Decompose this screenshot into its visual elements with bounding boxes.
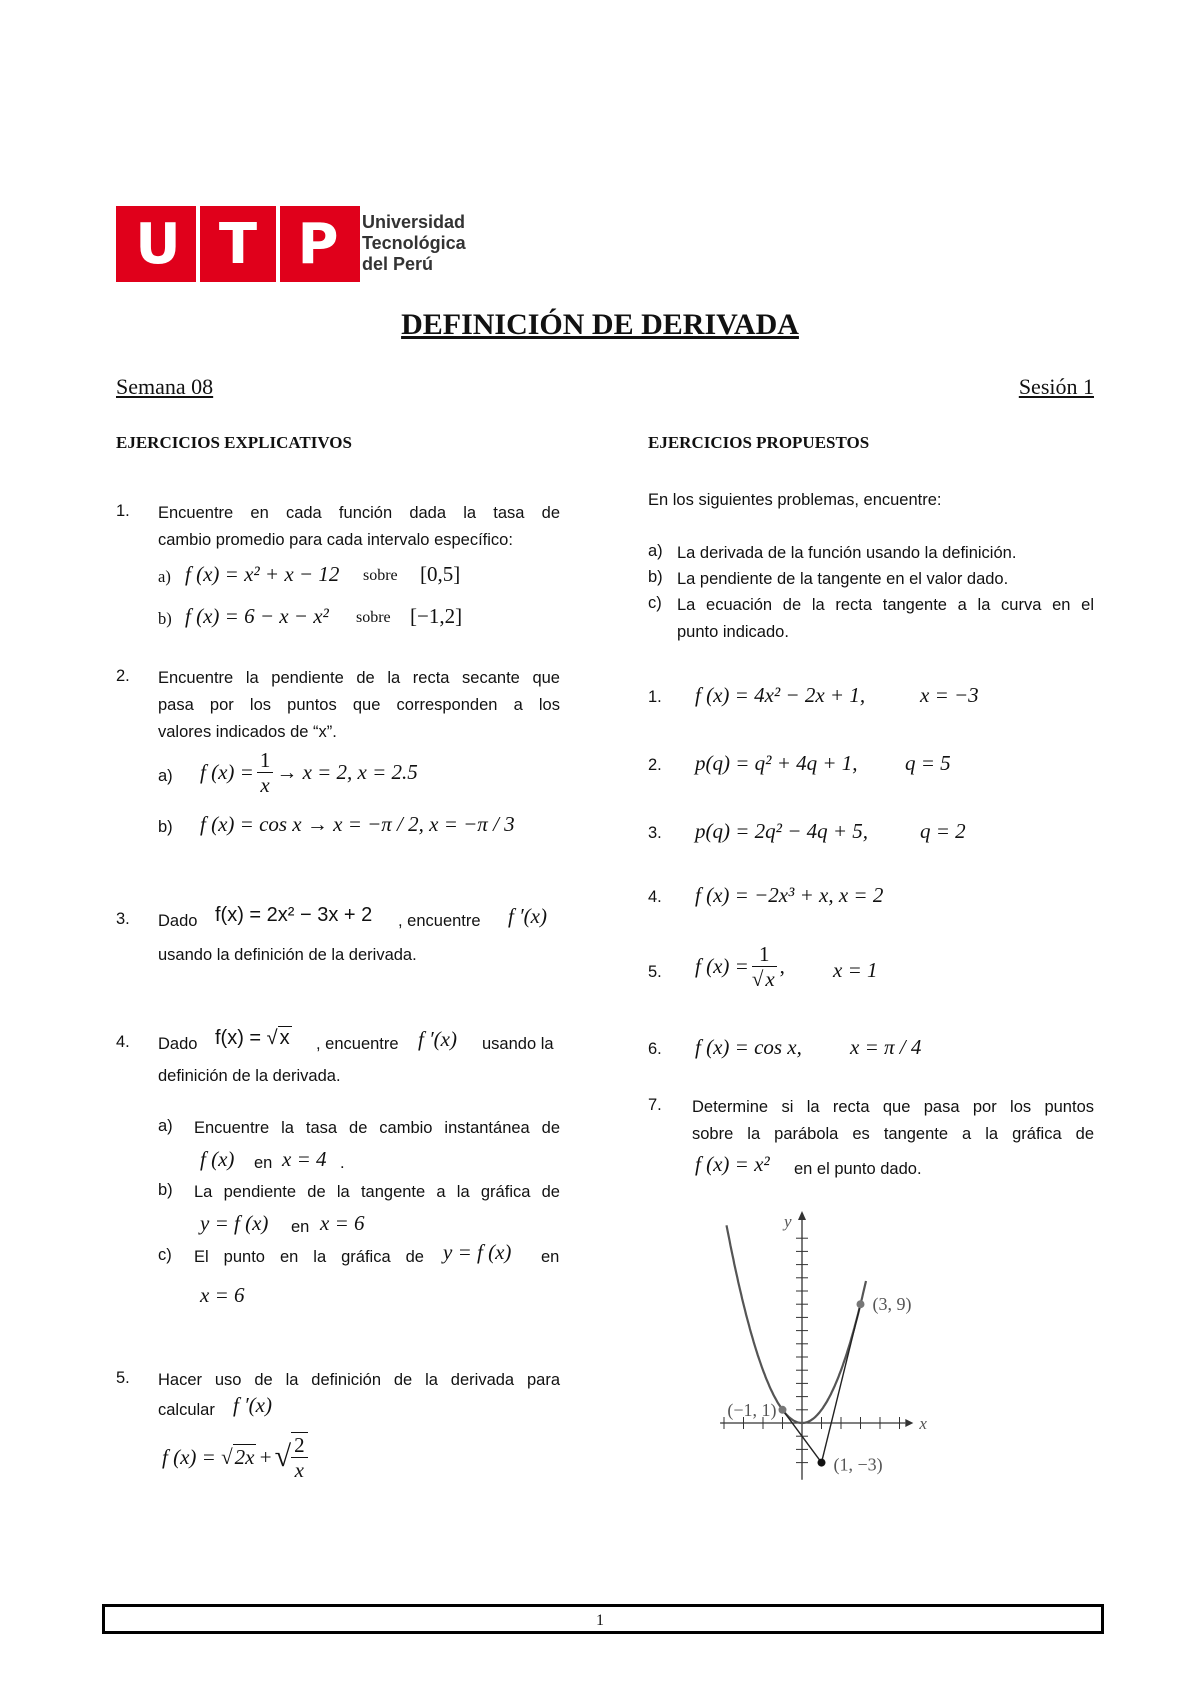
task-c-label: c): [648, 594, 662, 612]
point-label-neg1-1: (−1, 1): [727, 1399, 777, 1420]
exercise-4-number: 4.: [116, 1033, 130, 1051]
exercise-4b-text: La pendiente de la tangente a la gráfica de: [194, 1183, 560, 1201]
exercise-2a-rhs: → x = 2, x = 2.5: [276, 760, 418, 784]
problem-3-function: p(q) = 2q² − 4q + 5,: [695, 819, 869, 843]
problem-6-function: f (x) = cos x,: [695, 1035, 802, 1059]
problem-7-function: f (x) = x²: [695, 1152, 770, 1176]
logo-letter-p: P: [297, 212, 339, 277]
exercise-1a-function: f (x) = x² + x − 12: [185, 562, 340, 586]
problem-5-fraction: [752, 942, 777, 991]
task-a-text: La derivada de la función usando la definición.: [677, 544, 1017, 562]
problem-7-text-rest: en el punto dado.: [794, 1160, 922, 1178]
session-label: Sesión 1: [1018, 374, 1094, 399]
problem-5-number: 5.: [648, 963, 662, 981]
exercise-1b-sobre: sobre: [356, 609, 391, 626]
exercise-2b-label: b): [158, 818, 173, 836]
exercise-5-calcular: calcular: [158, 1401, 215, 1419]
point-marker: [818, 1459, 826, 1467]
problem-5-value: x = 1: [833, 958, 878, 982]
parabola-curve: [727, 1225, 867, 1423]
logo-box-p: [276, 206, 360, 282]
logo-box-t: [196, 206, 280, 282]
exercise-4b-label: b): [158, 1181, 173, 1199]
logo-name-line3: del Perú: [362, 254, 434, 274]
exercise-4c-function: y = f (x): [443, 1240, 512, 1264]
fraction-denominator: x: [294, 1458, 304, 1482]
problem-7-text-line1: Determine si la recta que pasa por los puntos: [692, 1098, 1094, 1116]
problem-5-function: f (x) = $\frac{1}{√x}$ ,: [695, 942, 785, 991]
problem-2-number: 2.: [648, 756, 662, 774]
y-axis-label: y: [784, 1212, 792, 1231]
exercise-4a-label: a): [158, 1117, 173, 1135]
point-label-1-neg3: (1, −3): [833, 1454, 883, 1475]
page-title: DEFINICIÓN DE DERIVADA: [401, 308, 799, 341]
exercise-1a-label: a): [158, 567, 171, 586]
exercise-4a-value: x = 4: [282, 1147, 327, 1171]
exercise-1a-interval: [0,5]: [420, 562, 461, 586]
task-b-text: La pendiente de la tangente en el valor dado.: [677, 570, 1009, 588]
problem-2-value: q = 5: [905, 751, 951, 775]
exercise-4a-en: en: [254, 1154, 273, 1172]
problem-1-number: 1.: [648, 688, 662, 706]
page-number: 1: [596, 1612, 604, 1629]
logo-name: [362, 212, 466, 275]
parabola-graph: [700, 1196, 940, 1516]
exercise-4a-period: .: [340, 1154, 345, 1172]
logo-letter-u: U: [135, 212, 181, 277]
problem-5-lhs: f (x) =: [695, 954, 749, 978]
exercise-2-number: 2.: [116, 667, 130, 685]
exercise-5-radicand: 2x: [234, 1445, 255, 1469]
logo-name-line2: Tecnológica: [362, 233, 466, 253]
exercise-1-text-line1: Encuentre en cada función dada la tasa de: [158, 504, 560, 522]
exercise-4b-function: y = f (x): [200, 1211, 269, 1235]
secant-line-right: [822, 1304, 861, 1462]
problem-1-function: f (x) = 4x² − 2x + 1,: [695, 683, 866, 707]
problem-2-function: p(q) = q² + 4q + 1,: [695, 751, 858, 775]
task-a-label: a): [648, 542, 663, 560]
exercise-5-text-line1: Hacer uso de la definición de la derivada para: [158, 1371, 560, 1389]
exercise-2a-function: [200, 748, 418, 797]
exercise-4c-text: El punto en la gráfica de: [194, 1248, 424, 1266]
exercise-1b-label: b): [158, 609, 172, 628]
exercise-3-fprime: f ′(x): [508, 904, 547, 928]
x-axis-arrow: [905, 1419, 913, 1427]
fraction-numerator: 1: [257, 748, 274, 773]
exercise-1b-interval: [−1,2]: [410, 604, 463, 628]
exercise-2a-lhs: f (x) =: [200, 760, 254, 784]
exercise-4-function-lhs: f(x) = √: [215, 1027, 278, 1049]
exercise-4c-en: en: [541, 1248, 560, 1266]
problem-4-function: f (x) = −2x³ + x, x = 2: [695, 883, 884, 907]
exercise-5-plus: +: [258, 1444, 273, 1469]
left-section-heading: EJERCICIOS EXPLICATIVOS: [116, 433, 352, 452]
exercise-1b-function: f (x) = 6 − x − x²: [185, 604, 329, 628]
problem-7-number: 7.: [648, 1096, 662, 1114]
exercise-1a-sobre: sobre: [363, 567, 398, 584]
exercise-2-text-line2: pasa por los puntos que corresponden a los: [158, 696, 560, 714]
exercise-4b-en: en: [291, 1218, 310, 1236]
exercise-4-usando: usando la: [482, 1035, 554, 1053]
point-label-3-9: (3, 9): [872, 1294, 912, 1315]
denominator-radicand: x: [765, 967, 775, 991]
exercise-4c-value: x = 6: [200, 1283, 245, 1307]
exercise-4-encuentre: , encuentre: [316, 1035, 399, 1053]
logo-name-line1: Universidad: [362, 212, 466, 232]
problem-4-number: 4.: [648, 888, 662, 906]
y-axis-arrow: [798, 1211, 806, 1220]
exercise-5-lhs: f (x) = √: [162, 1444, 233, 1469]
utp-logo: [116, 206, 476, 282]
exercise-2-text-line1: Encuentre la pendiente de la recta secante que: [158, 669, 560, 687]
fraction-denominator: x: [260, 773, 270, 797]
exercise-2b-function: f (x) = cos x → x = −π / 2, x = −π / 3: [200, 812, 515, 836]
exercise-4a-text: Encuentre la tasa de cambio instantánea de: [194, 1119, 560, 1137]
exercise-5-fprime: f ′(x): [233, 1393, 272, 1417]
task-b-label: b): [648, 568, 663, 586]
exercise-2a-fraction: [257, 748, 274, 797]
task-c-text: La ecuación de la recta tangente a la curva en el: [677, 596, 1094, 614]
exercise-4b-value: x = 6: [320, 1211, 365, 1235]
exercise-4-text-line2: definición de la derivada.: [158, 1067, 341, 1085]
point-marker: [779, 1406, 787, 1414]
exercise-2-text-line3: valores indicados de “x”.: [158, 723, 337, 741]
week-label: Semana 08: [116, 374, 214, 399]
exercise-4-fprime: f ′(x): [418, 1027, 457, 1051]
logo-box-u: [116, 206, 200, 282]
problem-3-value: q = 2: [920, 819, 966, 843]
problem-3-number: 3.: [648, 824, 662, 842]
x-axis-label: x: [919, 1414, 927, 1433]
right-intro: En los siguientes problemas, encuentre:: [648, 491, 942, 509]
exercise-3-encuentre: , encuentre: [398, 912, 481, 930]
problem-7-text-line2: sobre la parábola es tangente a la gráfica de: [692, 1125, 1094, 1143]
problem-6-number: 6.: [648, 1040, 662, 1058]
exercise-1-number: 1.: [116, 502, 130, 520]
right-section-heading: EJERCICIOS PROPUESTOS: [648, 433, 870, 452]
sqrt-sign: √: [274, 1440, 292, 1473]
problem-6-value: x = π / 4: [850, 1035, 922, 1059]
exercise-4-radicand: x: [279, 1027, 290, 1049]
exercise-3-function: f(x) = 2x² − 3x + 2: [215, 904, 373, 926]
exercise-3-dado: Dado: [158, 912, 198, 930]
fraction-numerator: 2: [291, 1433, 308, 1458]
problem-1-value: x = −3: [920, 683, 979, 707]
point-marker: [857, 1300, 865, 1308]
exercise-3-number: 3.: [116, 910, 130, 928]
logo-letter-t: T: [218, 212, 258, 277]
exercise-1-text-line2: cambio promedio para cada intervalo específico:: [158, 531, 513, 549]
exercise-4a-function: f (x): [200, 1147, 235, 1171]
exercise-4c-label: c): [158, 1246, 172, 1264]
fraction-denominator: √x: [751, 967, 775, 991]
exercise-5-number: 5.: [116, 1369, 130, 1387]
exercise-3-text-line2: usando la definición de la derivada.: [158, 946, 417, 964]
exercise-2a-label: a): [158, 767, 173, 785]
exercise-4-dado: Dado: [158, 1035, 198, 1053]
exercise-5-fraction: [291, 1432, 308, 1482]
task-c-text-line2: punto indicado.: [677, 623, 789, 641]
exercise-5-function: [162, 1432, 311, 1482]
fraction-numerator: 1: [752, 942, 777, 967]
exercise-4-function: [215, 1027, 292, 1050]
